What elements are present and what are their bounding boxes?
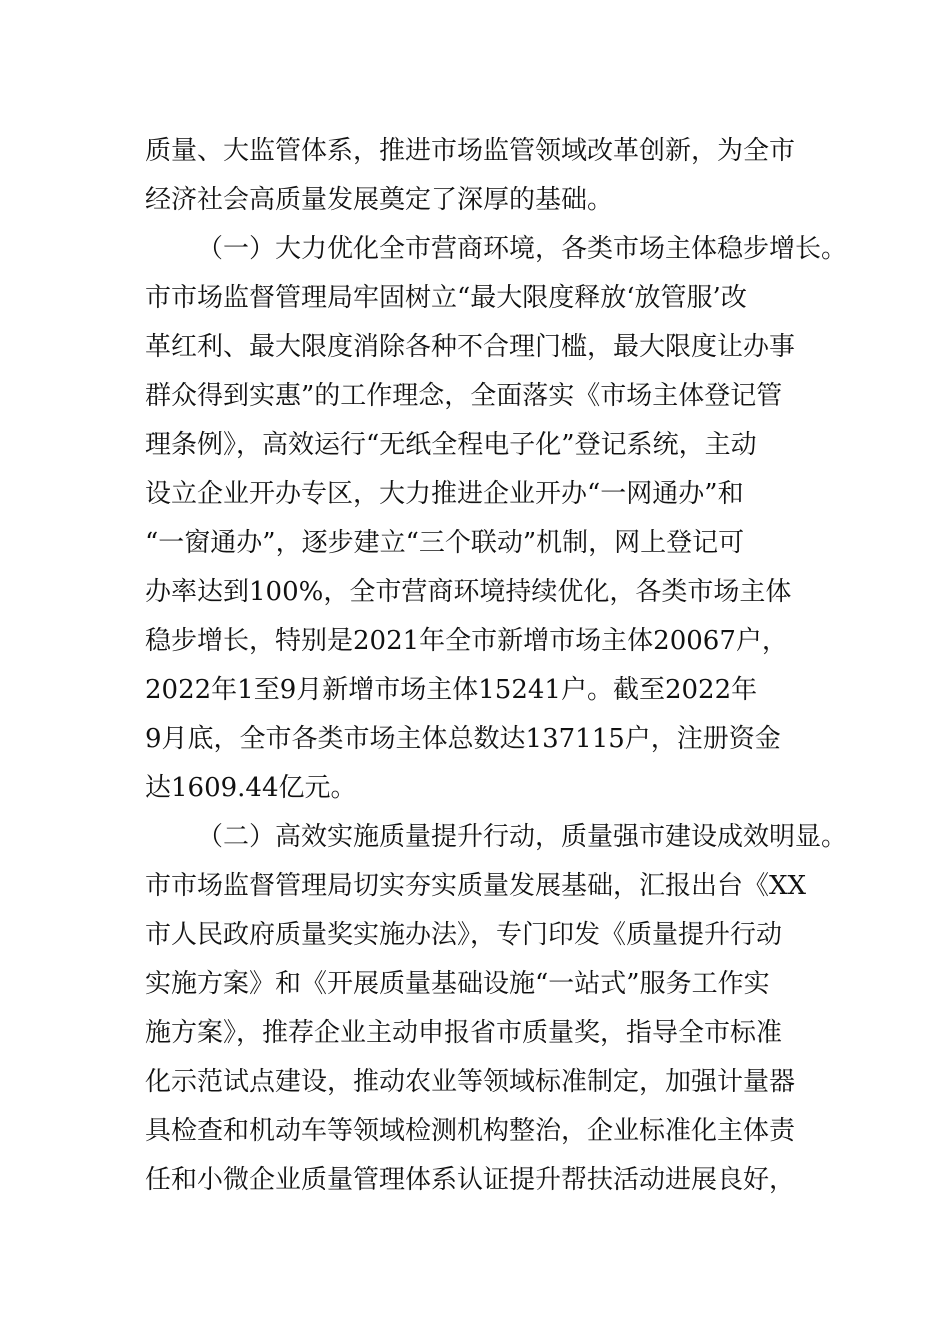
text-line: 市人民政府质量奖实施办法》，专门印发《质量提升行动 — [145, 920, 783, 950]
section-heading-1: （一）大力优化全市营商环境，各类市场主体稳步增长。 — [197, 234, 848, 264]
text-line: “一窗通办”，逐步建立“三个联动”机制，网上登记可 — [145, 528, 745, 558]
text-line: 办率达到100%，全市营商环境持续优化，各类市场主体 — [145, 577, 792, 607]
text-line: 实施方案》和《开展质量基础设施“一站式”服务工作实 — [145, 969, 770, 999]
text-line: 9月底，全市各类市场主体总数达137115户，注册资金 — [145, 724, 781, 754]
text-line: 市市场监督管理局牢固树立“最大限度释放‘放管服’改 — [145, 283, 747, 313]
text-line: 质量、大监管体系，推进市场监管领域改革创新，为全市 — [145, 136, 796, 166]
text-line: 群众得到实惠”的工作理念，全面落实《市场主体登记管 — [145, 381, 783, 411]
text-line: 具检查和机动车等领域检测机构整治，企业标准化主体责 — [145, 1116, 796, 1146]
text-line: 任和小微企业质量管理体系认证提升帮扶活动进展良好， — [145, 1165, 796, 1195]
section-heading-2: （二）高效实施质量提升行动，质量强市建设成效明显。 — [197, 822, 848, 852]
text-line: 达1609.44亿元。 — [145, 773, 357, 803]
body-text — [145, 127, 848, 1205]
text-line: 革红利、最大限度消除各种不合理门槛，最大限度让办事 — [145, 332, 796, 362]
text-line: 设立企业开办专区，大力推进企业开办“一网通办”和 — [145, 479, 744, 509]
text-line: 2022年1至9月新增市场主体15241户。截至2022年 — [145, 675, 758, 705]
text-line: 稳步增长，特别是2021年全市新增市场主体20067户， — [145, 626, 788, 656]
text-line: 化示范试点建设，推动农业等领域标准制定，加强计量器 — [145, 1067, 796, 1097]
text-line: 经济社会高质量发展奠定了深厚的基础。 — [145, 185, 614, 215]
text-line: 施方案》，推荐企业主动申报省市质量奖，指导全市标准 — [145, 1018, 783, 1048]
text-line: 理条例》，高效运行“无纸全程电子化”登记系统，主动 — [145, 430, 757, 460]
text-line: 市市场监督管理局切实夯实质量发展基础，汇报出台《XX — [145, 871, 807, 901]
